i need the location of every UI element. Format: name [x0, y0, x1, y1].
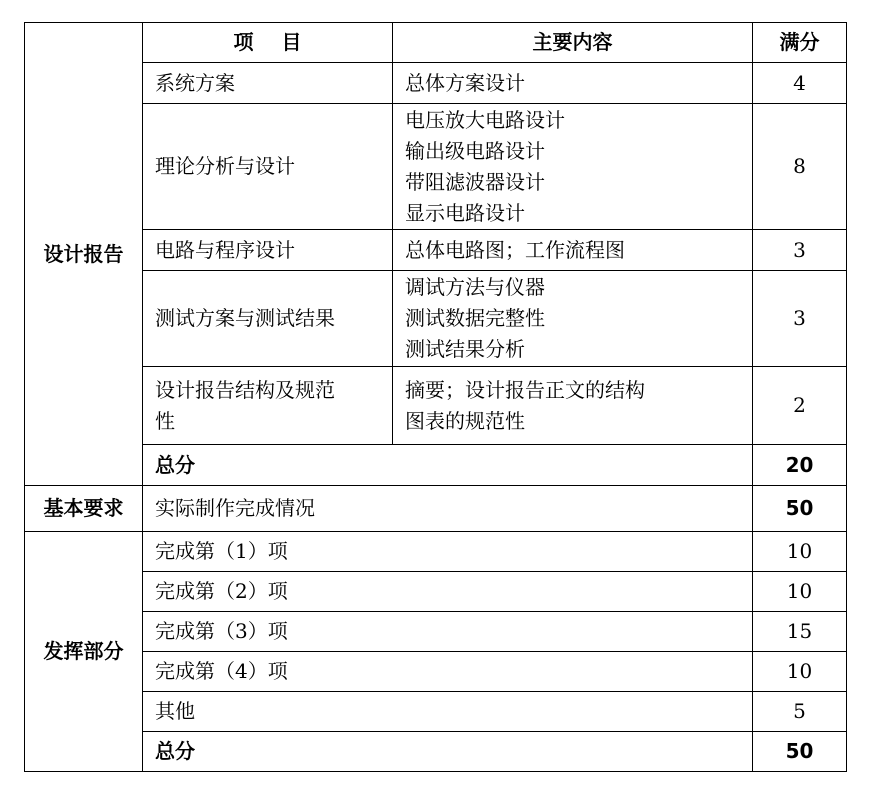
- content-line: 调试方法与仪器: [405, 275, 545, 299]
- score-cell: 10: [753, 652, 847, 692]
- table-row: [25, 692, 847, 732]
- score-cell: 3: [753, 271, 847, 367]
- item-cell: 其他: [143, 692, 753, 732]
- item-cell: 系统方案: [143, 63, 393, 104]
- content-line: 测试结果分析: [405, 337, 525, 361]
- score-cell: 5: [753, 692, 847, 732]
- content-line: 摘要；设计报告正文的结构: [405, 377, 645, 402]
- table-row: [25, 271, 847, 367]
- item-cell: 实际制作完成情况: [143, 486, 753, 532]
- item-cell: 电路与程序设计: [143, 230, 393, 271]
- content-line: 显示电路设计: [405, 200, 525, 225]
- item-cell: 完成第（4）项: [143, 652, 753, 692]
- total-label: 总分: [143, 445, 753, 486]
- header-content: 主要内容: [393, 23, 753, 63]
- section-label-design-report: 设计报告: [25, 23, 143, 486]
- item-cell: 完成第（1）项: [143, 532, 753, 572]
- item-line: 性: [155, 408, 175, 433]
- content-cell: [393, 367, 753, 445]
- score-cell: 10: [753, 572, 847, 612]
- content-line: 带阻滤波器设计: [405, 169, 545, 194]
- item-cell: [143, 367, 393, 445]
- table-row: [25, 104, 847, 230]
- content-line: 测试数据完整性: [405, 306, 545, 330]
- table-row: [25, 486, 847, 532]
- item-cell: 理论分析与设计: [143, 104, 393, 230]
- table-row: [25, 652, 847, 692]
- item-cell: 完成第（3）项: [143, 612, 753, 652]
- item-cell: 完成第（2）项: [143, 572, 753, 612]
- total-label: 总分: [143, 732, 753, 772]
- table-row: [25, 367, 847, 445]
- header-row: [25, 23, 847, 63]
- header-score: 满分: [753, 23, 847, 63]
- score-cell: 10: [753, 532, 847, 572]
- score-cell: 3: [753, 230, 847, 271]
- header-item: 项目: [143, 23, 393, 63]
- score-cell: 50: [753, 486, 847, 532]
- item-cell: 测试方案与测试结果: [143, 271, 393, 367]
- item-line: 设计报告结构及规范: [155, 377, 335, 402]
- score-cell: 4: [753, 63, 847, 104]
- score-cell: 15: [753, 612, 847, 652]
- total-score: 50: [753, 732, 847, 772]
- content-line: 电压放大电路设计: [405, 107, 565, 132]
- content-line: 输出级电路设计: [405, 138, 545, 163]
- total-row: [25, 732, 847, 772]
- score-cell: 8: [753, 104, 847, 230]
- table-row: [25, 230, 847, 271]
- content-cell: [393, 271, 753, 367]
- total-score: 20: [753, 445, 847, 486]
- content-line: 图表的规范性: [405, 408, 525, 433]
- table-row: [25, 532, 847, 572]
- score-cell: 2: [753, 367, 847, 445]
- table-row: [25, 572, 847, 612]
- total-row: [25, 445, 847, 486]
- section-label-extension: 发挥部分: [25, 532, 143, 772]
- scoring-table: [24, 22, 847, 772]
- table-row: [25, 612, 847, 652]
- content-cell: [393, 104, 753, 230]
- content-cell: 总体电路图；工作流程图: [393, 230, 753, 271]
- table-row: [25, 63, 847, 104]
- section-label-basic: 基本要求: [25, 486, 143, 532]
- content-cell: 总体方案设计: [393, 63, 753, 104]
